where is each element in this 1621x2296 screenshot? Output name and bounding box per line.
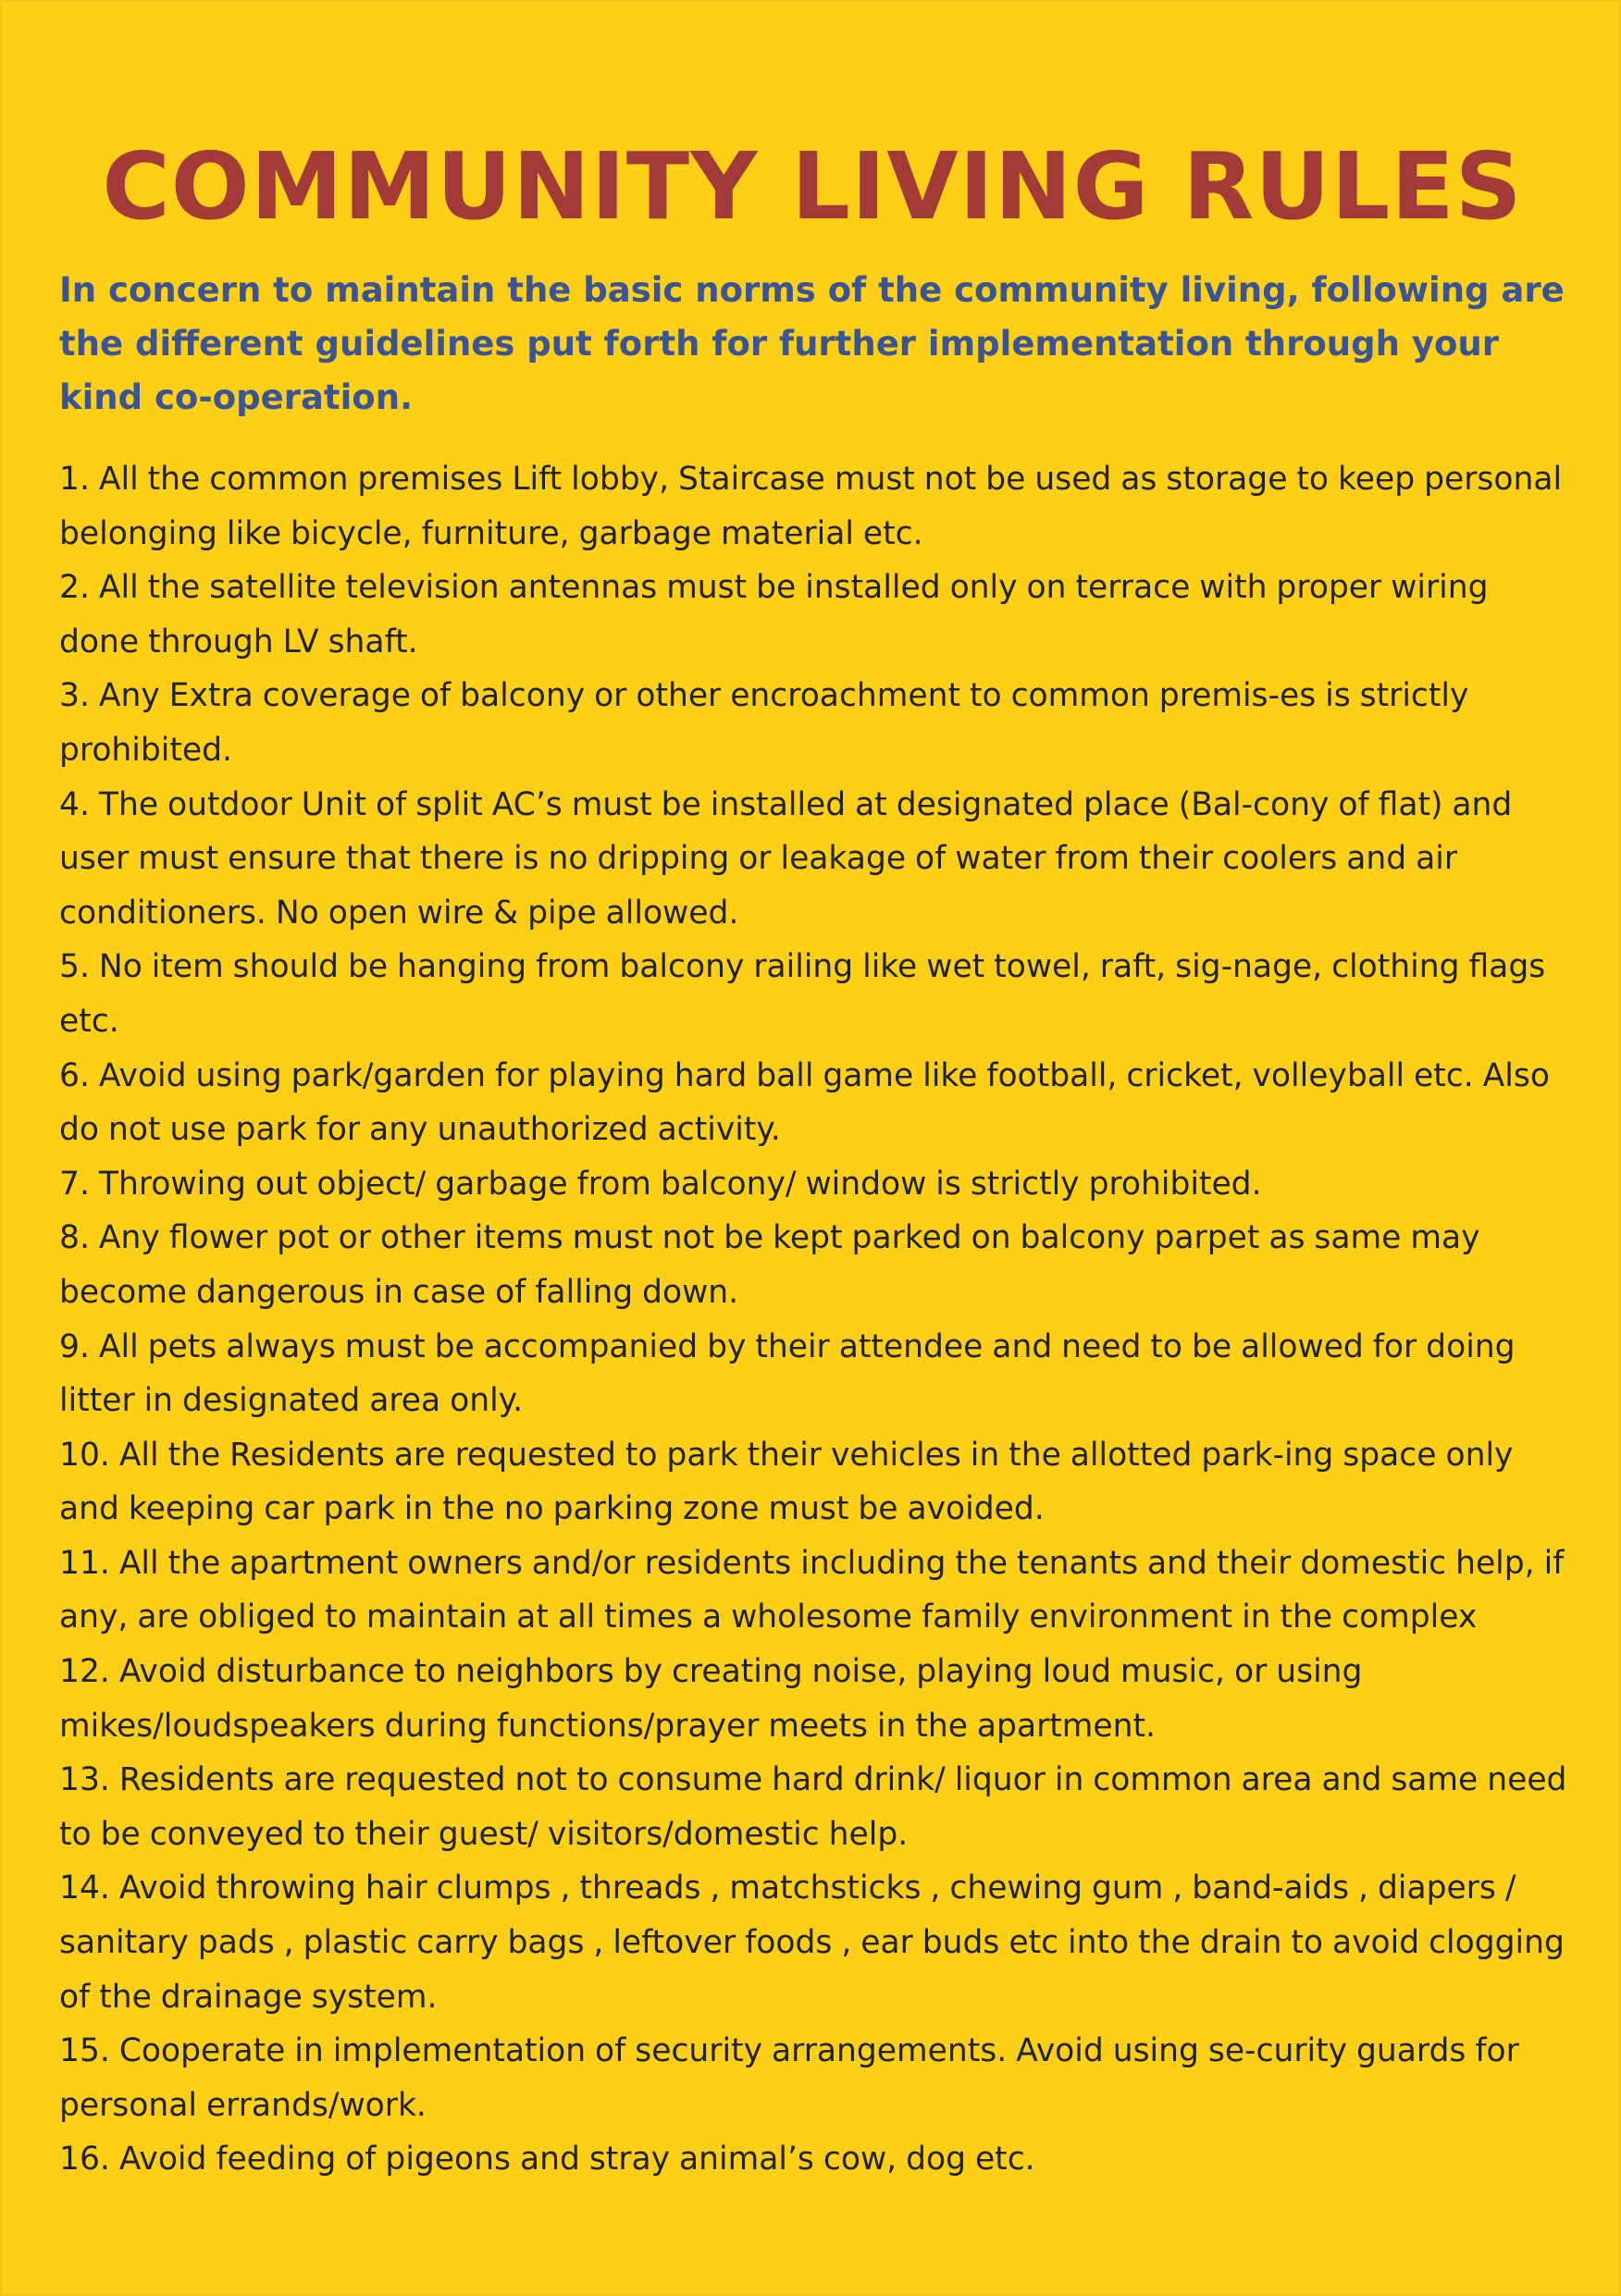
rule-item-14: 14. Avoid throwing hair clumps , threads , matchsticks , chewing gum , band-aids , diapers / sanitary pads , plastic carry bags , leftover foods , ear buds etc into the drain to avoid clogging of the drainage system. [59, 1870, 1565, 2016]
rule-item-5: 5. No item should be hanging from balcony railing like wet towel, raft, sig-nage, clothing flags etc. [59, 948, 1546, 1040]
rule-item-4: 4. The outdoor Unit of split AC’s must be installed at designated place (Bal-cony of flat) and user must ensure that there is no dripping or leakage of water from their coolers and air conditioners. No open wire & pipe allowed. [59, 785, 1513, 932]
rule-item-8: 8. Any flower pot or other items must not be kept parked on balcony parpet as same may become dangerous in case of falling down. [59, 1219, 1480, 1311]
rule-item-11: 11. All the apartment owners and/or residents including the tenants and their domestic help, if any, are obliged to maintain at all times a wholesome family environment in the complex [59, 1544, 1565, 1636]
rule-item-7: 7. Throwing out object/ garbage from balcony/ window is strictly prohibited. [59, 1165, 1262, 1203]
rule-item-3: 3. Any Extra coverage of balcony or other encroachment to common premis-es is strictly prohibited. [59, 677, 1469, 769]
page-title: COMMUNITY LIVING RULES [102, 132, 1523, 241]
rule-item-2: 2. All the satellite television antennas must be installed only on terrace with proper wiring done through LV shaft. [59, 569, 1489, 660]
rule-item-10: 10. All the Residents are requested to park their vehicles in the allotted park-ing space only and keeping car park in the no parking zone must be avoided. [59, 1436, 1514, 1528]
rule-item-6: 6. Avoid using park/garden for playing hard ball game like football, cricket, volleyball etc. Also do not use park for any unauthorized activity. [59, 1056, 1550, 1149]
rule-item-12: 12. Avoid disturbance to neighbors by creating noise, playing loud music, or using mikes/loudspeakers during functions/prayer meets in the apartment. [59, 1653, 1363, 1745]
rules-list [59, 452, 1577, 2187]
rule-item-9: 9. All pets always must be accompanied by their attendee and need to be allowed for doing litter in designated area only. [59, 1327, 1516, 1420]
rule-item-16: 16. Avoid feeding of pigeons and stray animal’s cow, dog etc. [59, 2141, 1035, 2179]
rule-item-13: 13. Residents are requested not to consume hard drink/ liquor in common area and same need to be conveyed to their guest/ visitors/domestic help. [59, 1761, 1567, 1853]
rule-item-15: 15. Cooperate in implementation of security arrangements. Avoid using se-curity guards for personal errands/work. [59, 2032, 1519, 2124]
rule-item-1: 1. All the common premises Lift lobby, Staircase must not be used as storage to keep personal belonging like bicycle, furniture, garbage material etc. [59, 461, 1563, 552]
intro-paragraph: In concern to maintain the basic norms of the community living, following are the different guidelines put forth for further implementation through your kind co-operation. [59, 270, 1565, 417]
